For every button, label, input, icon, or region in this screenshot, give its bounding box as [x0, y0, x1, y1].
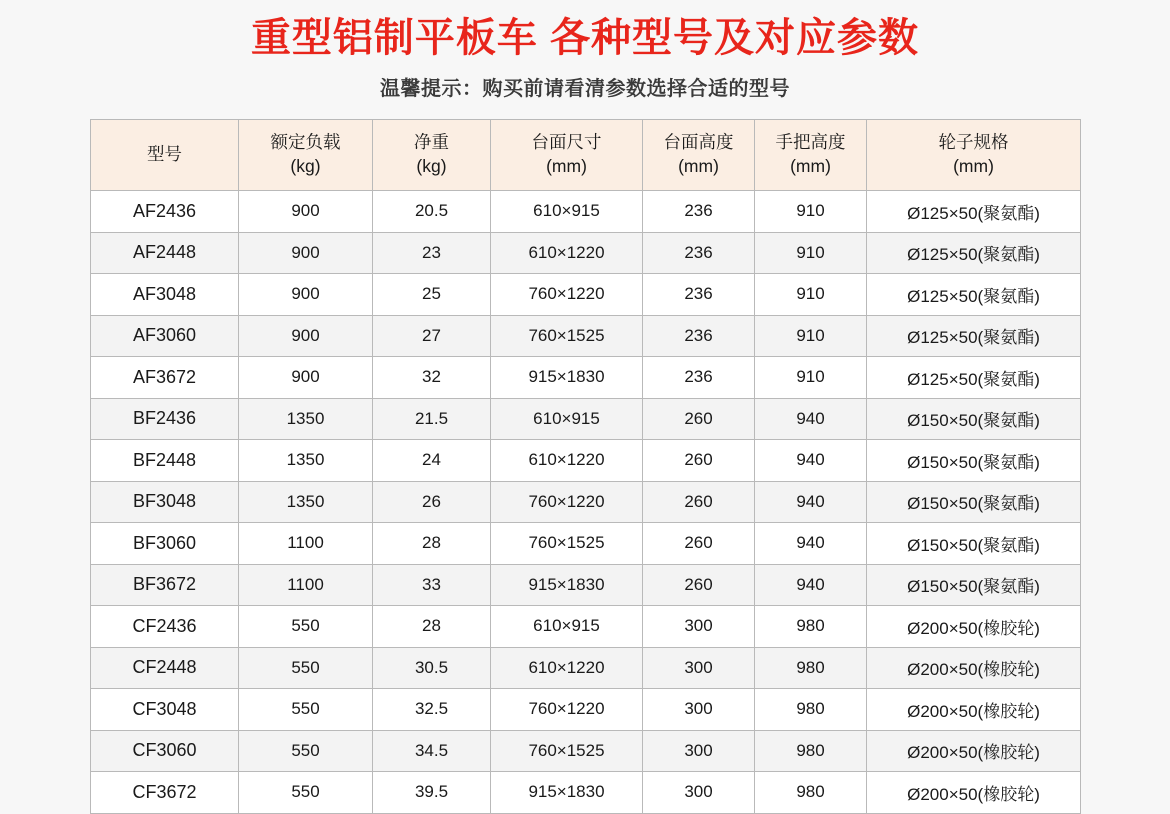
cell-deck-height: 236	[643, 315, 755, 357]
cell-deck-size: 915×1830	[491, 772, 643, 814]
table-row	[91, 730, 1081, 772]
column-header-model-label: 型号	[147, 144, 182, 165]
cell-deck-size: 610×1220	[491, 232, 643, 274]
cell-net-weight: 32	[373, 357, 491, 399]
table-header	[91, 120, 1081, 191]
cell-deck-height: 260	[643, 440, 755, 482]
table-body	[91, 191, 1081, 814]
cell-deck-size: 760×1525	[491, 315, 643, 357]
column-header-handle-height	[755, 120, 867, 191]
cell-wheel-spec: Ø150×50(聚氨酯)	[867, 523, 1081, 565]
cell-deck-height: 300	[643, 730, 755, 772]
cell-handle-height: 940	[755, 523, 867, 565]
cell-wheel-spec: Ø200×50(橡胶轮)	[867, 689, 1081, 731]
cell-handle-height: 910	[755, 191, 867, 233]
cell-net-weight: 28	[373, 606, 491, 648]
column-header-deck-height	[643, 120, 755, 191]
cell-model: CF3672	[91, 772, 239, 814]
column-header-net-weight-unit: (kg)	[416, 156, 447, 176]
cell-deck-height: 300	[643, 647, 755, 689]
cell-handle-height: 910	[755, 274, 867, 316]
column-header-wheel-spec	[867, 120, 1081, 191]
column-header-deck-height-label: 台面高度	[663, 132, 734, 153]
cell-deck-size: 610×915	[491, 191, 643, 233]
cell-net-weight: 33	[373, 564, 491, 606]
table-row	[91, 481, 1081, 523]
column-header-rated-load-unit: (kg)	[290, 156, 321, 176]
cell-deck-size: 610×915	[491, 398, 643, 440]
cell-deck-height: 260	[643, 398, 755, 440]
cell-wheel-spec: Ø125×50(聚氨酯)	[867, 232, 1081, 274]
cell-rated-load: 1350	[239, 481, 373, 523]
cell-net-weight: 26	[373, 481, 491, 523]
cell-net-weight: 23	[373, 232, 491, 274]
cell-model: CF3048	[91, 689, 239, 731]
cell-net-weight: 20.5	[373, 191, 491, 233]
cell-rated-load: 550	[239, 689, 373, 731]
cell-rated-load: 900	[239, 315, 373, 357]
cell-model: AF2436	[91, 191, 239, 233]
column-header-net-weight	[373, 120, 491, 191]
cell-deck-height: 300	[643, 772, 755, 814]
spec-table-container	[90, 119, 1080, 814]
cell-deck-size: 760×1220	[491, 689, 643, 731]
cell-model: CF2448	[91, 647, 239, 689]
cell-rated-load: 550	[239, 647, 373, 689]
column-header-rated-load	[239, 120, 373, 191]
cell-deck-height: 236	[643, 274, 755, 316]
cell-handle-height: 940	[755, 440, 867, 482]
cell-handle-height: 940	[755, 398, 867, 440]
cell-wheel-spec: Ø200×50(橡胶轮)	[867, 606, 1081, 648]
column-header-net-weight-label: 净重	[414, 132, 449, 153]
cell-handle-height: 940	[755, 481, 867, 523]
cell-deck-size: 760×1525	[491, 523, 643, 565]
cell-deck-height: 300	[643, 689, 755, 731]
cell-wheel-spec: Ø200×50(橡胶轮)	[867, 730, 1081, 772]
cell-handle-height: 980	[755, 772, 867, 814]
cell-net-weight: 21.5	[373, 398, 491, 440]
cell-rated-load: 900	[239, 357, 373, 399]
column-header-deck-size-label: 台面尺寸	[531, 132, 602, 153]
table-row	[91, 647, 1081, 689]
table-row	[91, 523, 1081, 565]
page-title: 重型铝制平板车 各种型号及对应参数	[250, 16, 920, 60]
cell-model: CF3060	[91, 730, 239, 772]
cell-model: AF3672	[91, 357, 239, 399]
cell-deck-height: 236	[643, 232, 755, 274]
table-row	[91, 564, 1081, 606]
cell-net-weight: 39.5	[373, 772, 491, 814]
cell-handle-height: 980	[755, 606, 867, 648]
column-header-deck-height-unit: (mm)	[678, 156, 719, 176]
column-header-deck-size-unit: (mm)	[546, 156, 587, 176]
cell-wheel-spec: Ø150×50(聚氨酯)	[867, 398, 1081, 440]
cell-handle-height: 910	[755, 357, 867, 399]
cell-wheel-spec: Ø125×50(聚氨酯)	[867, 315, 1081, 357]
cell-model: BF3060	[91, 523, 239, 565]
cell-handle-height: 910	[755, 232, 867, 274]
table-row	[91, 232, 1081, 274]
cell-handle-height: 940	[755, 564, 867, 606]
cell-rated-load: 1350	[239, 440, 373, 482]
cell-deck-height: 236	[643, 191, 755, 233]
page-subtitle: 温馨提示：购买前请看清参数选择合适的型号	[380, 78, 790, 100]
cell-wheel-spec: Ø150×50(聚氨酯)	[867, 440, 1081, 482]
column-header-model	[91, 120, 239, 191]
cell-wheel-spec: Ø150×50(聚氨酯)	[867, 564, 1081, 606]
column-header-handle-height-unit: (mm)	[790, 156, 831, 176]
cell-rated-load: 900	[239, 191, 373, 233]
cell-deck-size: 760×1220	[491, 481, 643, 523]
cell-handle-height: 980	[755, 689, 867, 731]
cell-net-weight: 25	[373, 274, 491, 316]
cell-deck-height: 236	[643, 357, 755, 399]
cell-wheel-spec: Ø150×50(聚氨酯)	[867, 481, 1081, 523]
column-header-handle-height-label: 手把高度	[775, 132, 846, 153]
cell-rated-load: 550	[239, 606, 373, 648]
table-row	[91, 398, 1081, 440]
cell-rated-load: 900	[239, 232, 373, 274]
cell-handle-height: 910	[755, 315, 867, 357]
cell-model: AF3060	[91, 315, 239, 357]
table-row	[91, 357, 1081, 399]
cell-deck-size: 610×1220	[491, 647, 643, 689]
cell-rated-load: 1100	[239, 564, 373, 606]
cell-deck-size: 760×1220	[491, 274, 643, 316]
cell-wheel-spec: Ø125×50(聚氨酯)	[867, 274, 1081, 316]
cell-model: BF2448	[91, 440, 239, 482]
cell-rated-load: 550	[239, 772, 373, 814]
cell-net-weight: 28	[373, 523, 491, 565]
cell-model: CF2436	[91, 606, 239, 648]
cell-deck-size: 915×1830	[491, 357, 643, 399]
cell-model: AF3048	[91, 274, 239, 316]
cell-net-weight: 34.5	[373, 730, 491, 772]
table-header-row	[91, 120, 1081, 191]
cell-rated-load: 550	[239, 730, 373, 772]
cell-wheel-spec: Ø125×50(聚氨酯)	[867, 191, 1081, 233]
cell-deck-height: 300	[643, 606, 755, 648]
cell-net-weight: 24	[373, 440, 491, 482]
table-row	[91, 772, 1081, 814]
cell-model: BF3672	[91, 564, 239, 606]
cell-deck-height: 260	[643, 481, 755, 523]
column-header-rated-load-label: 额定负载	[270, 132, 341, 153]
cell-model: BF3048	[91, 481, 239, 523]
table-row	[91, 191, 1081, 233]
cell-rated-load: 1100	[239, 523, 373, 565]
spec-table	[90, 119, 1081, 814]
cell-deck-height: 260	[643, 564, 755, 606]
cell-model: BF2436	[91, 398, 239, 440]
cell-rated-load: 900	[239, 274, 373, 316]
cell-deck-size: 610×1220	[491, 440, 643, 482]
cell-wheel-spec: Ø125×50(聚氨酯)	[867, 357, 1081, 399]
table-row	[91, 315, 1081, 357]
cell-deck-size: 915×1830	[491, 564, 643, 606]
cell-handle-height: 980	[755, 730, 867, 772]
table-row	[91, 606, 1081, 648]
cell-net-weight: 27	[373, 315, 491, 357]
cell-net-weight: 32.5	[373, 689, 491, 731]
cell-wheel-spec: Ø200×50(橡胶轮)	[867, 647, 1081, 689]
column-header-wheel-spec-unit: (mm)	[953, 156, 994, 176]
table-row	[91, 689, 1081, 731]
table-row	[91, 440, 1081, 482]
cell-deck-height: 260	[643, 523, 755, 565]
cell-rated-load: 1350	[239, 398, 373, 440]
cell-deck-size: 760×1525	[491, 730, 643, 772]
cell-deck-size: 610×915	[491, 606, 643, 648]
column-header-deck-size	[491, 120, 643, 191]
cell-handle-height: 980	[755, 647, 867, 689]
table-row	[91, 274, 1081, 316]
cell-net-weight: 30.5	[373, 647, 491, 689]
cell-wheel-spec: Ø200×50(橡胶轮)	[867, 772, 1081, 814]
column-header-wheel-spec-label: 轮子规格	[938, 132, 1009, 153]
cell-model: AF2448	[91, 232, 239, 274]
